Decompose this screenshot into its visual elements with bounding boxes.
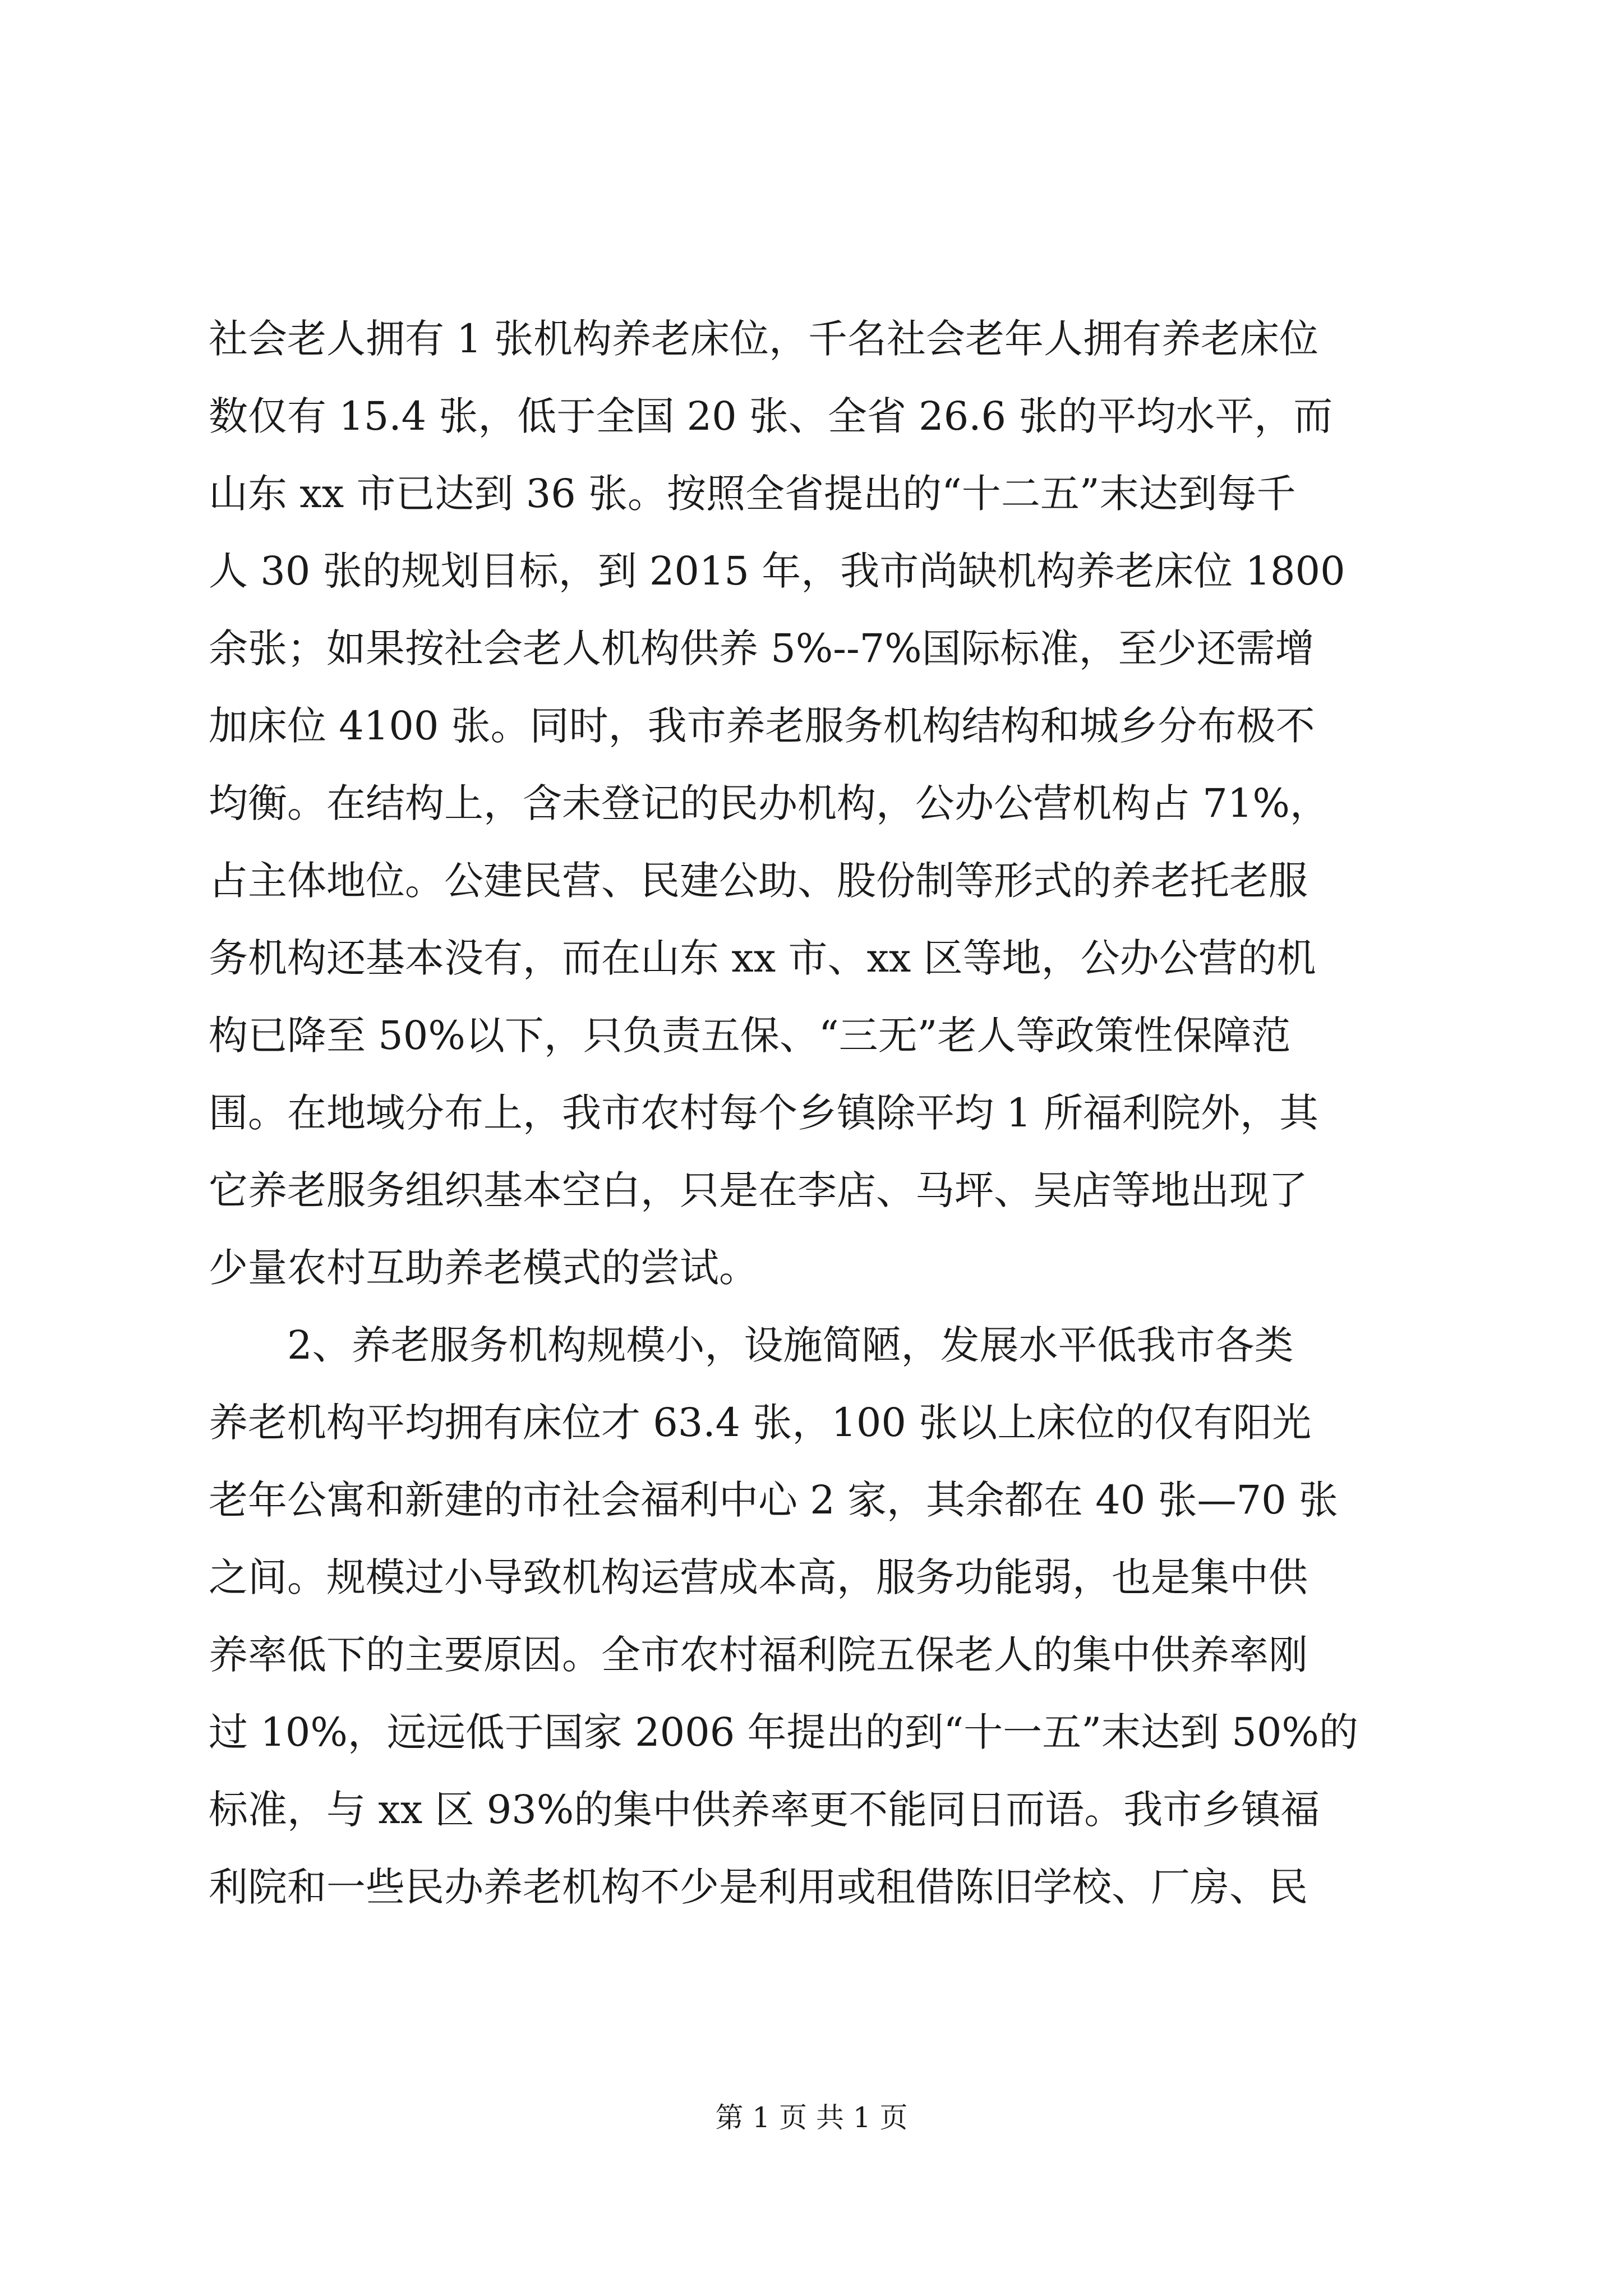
text-line: 养老机构平均拥有床位才 63.4 张，100 张以上床位的仅有阳光	[209, 1400, 1312, 1446]
text-line: 加床位 4100 张。同时，我市养老服务机构结构和城乡分布极不	[209, 703, 1315, 749]
text-line: 过 10%，远远低于国家 2006 年提出的到“十一五”末达到 50%的	[209, 1709, 1358, 1755]
body-text	[209, 300, 1448, 1926]
text-line: 构已降至 50%以下，只负责五保、“三无”老人等政策性保障范	[209, 1013, 1291, 1059]
text-line: 之间。规模过小导致机构运营成本高，服务功能弱，也是集中供	[209, 1554, 1308, 1600]
text-line: 余张；如果按社会老人机构供养 5%--7%国际标准，至少还需增	[209, 625, 1315, 671]
text-line: 2、养老服务机构规模小，设施简陋，发展水平低我市各类	[287, 1322, 1294, 1368]
text-line: 务机构还基本没有，而在山东 xx 市、xx 区等地，公办公营的机	[209, 935, 1316, 981]
text-line: 人 30 张的规划目标，到 2015 年，我市尚缺机构养老床位 1800	[209, 548, 1345, 594]
text-line: 老年公寓和新建的市社会福利中心 2 家，其余都在 40 张—70 张	[209, 1477, 1338, 1523]
page-footer: 第 1 页 共 1 页	[715, 2101, 908, 2134]
text-line: 山东 xx 市已达到 36 张。按照全省提出的“十二五”末达到每千	[209, 471, 1296, 517]
text-line: 标准，与 xx 区 93%的集中供养率更不能同日而语。我市乡镇福	[209, 1787, 1320, 1833]
text-line: 它养老服务组织基本空白，只是在李店、马坪、吴店等地出现了	[209, 1167, 1308, 1213]
text-line: 养率低下的主要原因。全市农村福利院五保老人的集中供养率刚	[209, 1632, 1308, 1678]
text-line: 利院和一些民办养老机构不少是利用或租借陈旧学校、厂房、民	[209, 1864, 1308, 1910]
text-line: 少量农村互助养老模式的尝试。	[209, 1245, 758, 1291]
text-line: 均衡。在结构上，含未登记的民办机构，公办公营机构占 71%，	[209, 780, 1329, 826]
text-line: 数仅有 15.4 张，低于全国 20 张、全省 26.6 张的平均水平，而	[209, 393, 1333, 439]
text-line: 占主体地位。公建民营、民建公助、股份制等形式的养老托老服	[209, 858, 1308, 904]
text-line: 社会老人拥有 1 张机构养老床位，千名社会老年人拥有养老床位	[209, 316, 1319, 362]
text-line: 围。在地域分布上，我市农村每个乡镇除平均 1 所福利院外，其	[209, 1090, 1319, 1136]
